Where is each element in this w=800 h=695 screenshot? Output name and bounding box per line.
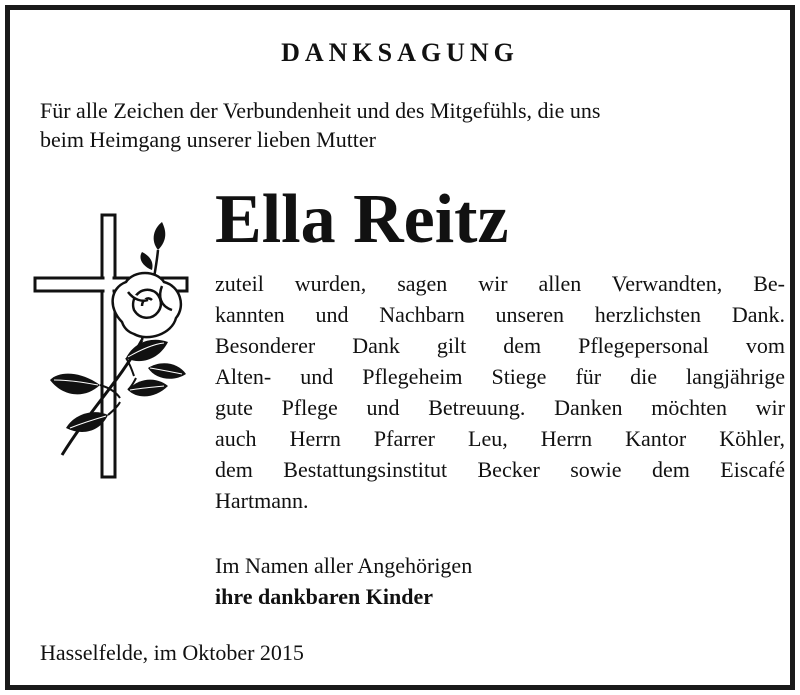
cross-with-rose-icon: [30, 210, 200, 485]
body-line: Hartmann.: [215, 488, 309, 513]
signoff-signature: ihre dankbaren Kinder: [215, 584, 434, 609]
notice-frame: [5, 5, 795, 690]
place-date: Hasselfelde, im Oktober 2015: [40, 640, 304, 665]
body-line: dem Bestattungsinstitut Becker sowie dem Eiscafé: [215, 457, 785, 482]
deceased-name: Ella Reitz: [215, 181, 509, 258]
intro-text: [40, 96, 780, 154]
body-line: gute Pflege und Betreuung. Danken möchten wir: [215, 395, 785, 420]
body-line: Besonderer Dank gilt dem Pflegepersonal vom: [215, 333, 785, 358]
body-line: kannten und Nachbarn unseren herzlichsten Dank.: [215, 302, 785, 327]
body-line: Alten- und Pflegeheim Stiege für die langjährige: [215, 364, 785, 389]
intro-line: beim Heimgang unserer lieben Mutter: [40, 127, 377, 152]
body-line: zuteil wurden, sagen wir allen Verwandten, Be-: [215, 271, 785, 296]
intro-line: Für alle Zeichen der Verbundenheit und des Mitgefühls, die uns: [40, 98, 601, 123]
signoff-line: Im Namen aller Angehörigen: [215, 553, 473, 578]
signoff: [215, 550, 472, 612]
body-line: auch Herrn Pfarrer Leu, Herrn Kantor Köhler,: [215, 426, 785, 451]
thanks-body-text: [215, 268, 785, 516]
notice-heading: DANKSAGUNG: [281, 38, 519, 67]
